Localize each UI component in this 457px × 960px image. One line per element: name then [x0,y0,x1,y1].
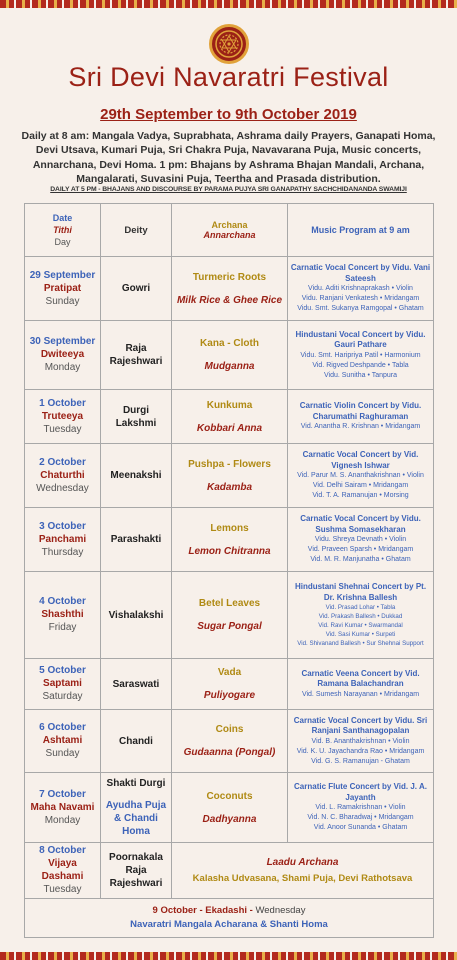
spacer [174,737,285,746]
row-annarchana: Sugar Pongal [197,621,262,632]
schedule-row [25,659,434,710]
row-tithi: Pratipat [43,282,82,294]
archana-cell [172,572,288,659]
deity-cell [101,659,172,710]
ekadashi-event: Navaratri Mangala Acharana & Shanti Homa [130,919,328,930]
musician-line: Vid. B. Ananthakrishnan • Violin [311,737,410,745]
header-date-cell [25,204,101,257]
archana-cell [172,390,288,444]
row-deity: Chandi [119,735,153,747]
row-annarchana: Mudganna [204,361,255,372]
row-date: 30 September [29,336,96,347]
deity-cell [101,444,172,508]
deity-cell [101,773,172,843]
row-archana: Kalasha Udvasana, Shami Puja, Devi Rathotsava [192,872,413,884]
musician-line: Vid. Rigved Deshpande • Tabla [312,361,409,369]
music-cell [288,659,434,710]
row-music-title: Carnatic Veena Concert by Vid. Ramana Balachandran [301,668,420,688]
date-cell [25,773,101,843]
date-cell [25,572,101,659]
header-deity-cell [101,204,172,257]
deity-cell [101,390,172,444]
header-archana: Archana [211,220,248,230]
music-cell [288,508,434,572]
row-music-title: Hindustani Vocal Concert by Vidu. Gauri Pathare [295,329,426,349]
row-archana: Coconuts [206,790,253,802]
row-day: Tuesday [43,884,82,895]
ekadashi-line [27,904,431,918]
spacer [174,536,285,545]
musician-line: Vid. M. R. Manjunatha • Ghatam [310,556,411,563]
row-date: 2 October [39,456,86,468]
row-date: 6 October [39,722,86,733]
row-tithi: Chaturthi [40,469,85,481]
music-cell [288,257,434,321]
musician-line: Vid. Prasad Lohar • Tabla [325,604,396,611]
row-archana: Vada [217,667,242,678]
musician-line: Vid. Shivanand Ballesh • Sur Shehnai Support [297,640,424,647]
header-music-cell [288,204,434,257]
ekadashi-date: 9 October - Ekadashi - [152,905,256,916]
row-date: 1 October [39,397,86,409]
row-archana: Coins [215,724,244,735]
music-cell [288,321,434,390]
musician-line: Vid. Ravi Kumar • Swarmandal [318,622,403,629]
decorative-top-border [0,0,457,8]
musician-line: Vid. N. C. Bharadwaj • Mridangam [307,814,414,821]
music-cell [288,572,434,659]
schedule-row [25,390,434,444]
row-day: Thursday [41,546,84,558]
musician-line: Vid. K. U. Jayachandra Rao • Mridangam [296,747,425,755]
musician-line: Vidu. Aditi Krishnaprakash • Violin [308,285,413,292]
row-deity: Vishalakshi [108,609,164,621]
header-archana-cell [172,204,288,257]
header-music: Music Program at 9 am [311,225,410,235]
row-music-title: Carnatic Vocal Concert by Vidu. Sushma Somasekharan [300,514,421,534]
row-deity: Durgi Lakshmi [115,404,157,429]
archana-cell [172,773,288,843]
musician-line: Vid. Praveen Sparsh • Mridangam [307,546,414,553]
musician-line: Vid. Parur M. S. Ananthakrishnan • Violin [297,472,424,479]
row-tithi: Saptami [43,678,82,689]
row-tithi: Maha Navami [30,801,95,813]
schedule-row [25,508,434,572]
music-cell [288,710,434,773]
ekadashi-row [25,899,434,938]
row-archana: Lemons [210,522,249,534]
row-archana: Turmeric Roots [192,271,267,283]
row-annarchana: Milk Rice & Ghee Rice [176,294,283,306]
row-deity: Poornakala Raja Rajeshwari [109,852,163,889]
row-day: Sunday [45,748,80,759]
row-annarchana: Lemon Chitranna [188,545,271,557]
spacer [174,413,285,422]
deity-cell [101,321,172,390]
row-archana: Pushpa - Flowers [188,458,271,470]
header-day: Day [54,237,71,247]
row-date: 7 October [39,788,86,800]
musician-line: Vid. Prakash Ballesh • Dukkad [318,613,403,620]
spacer [103,790,169,799]
ekadashi-day: Wednesday [255,905,306,916]
musician-line: Vidu. Shreya Devnath • Violin [314,536,407,543]
spacer [174,804,285,813]
date-cell [25,390,101,444]
musician-line: Vid. Sumesh Narayanan • Mridangam [301,690,420,698]
row-archana: Kana - Cloth [200,338,259,349]
row-archana: Kunkuma [206,399,253,411]
row-date: 3 October [39,520,86,532]
row-deity: Parashakti [110,534,162,545]
date-cell [25,508,101,572]
row-annarchana: Gudaanna (Pongal) [183,747,276,758]
header-annarchana: Annarchana [203,230,256,240]
music-cell [288,773,434,843]
row-tithi: Shashthi [41,609,84,620]
spacer [174,472,285,481]
row-day: Saturday [42,691,83,702]
row-tithi: Panchami [38,533,87,545]
row-deity: Gowri [121,283,151,294]
schedule-row [25,257,434,321]
page-title: Sri Devi Navaratri Festival [68,62,389,92]
row-date: 5 October [39,665,86,676]
daily-schedule-text: Daily at 8 am: Mangala Vadya, Suprabhata, Ashrama daily Prayers, Ganapati Homa, Devi Utsava, Kumari Puja, Sri Chakra Puja, Navavarana Puja, Music concerts, Annarchana, Devi Homa. 1 pm: Bhajans by Ashrama Bhajan Mandali, Archana, Mangalarati, Suvasini Puja, Teertha and Prasada distribution. [21,130,436,186]
deity-cell [101,508,172,572]
musician-line: Vid. G. S. Ramanujan - Ghatam [311,757,410,765]
musician-line: Vidu. Smt. Haripriya Patil • Harmonium [300,351,421,359]
musician-line: Vid. Anoor Sunanda • Ghatam [313,824,408,831]
row-day: Tuesday [43,423,82,435]
date-cell [25,444,101,508]
musician-line: Vidu. Smt. Sukanya Ramgopal • Ghatam [297,305,424,312]
row-deity-extra: Ayudha Puja & Chandi Homa [105,800,167,837]
music-cell [288,444,434,508]
schedule-row [25,572,434,659]
date-range-subtitle: 29th September to 9th October 2019 [100,106,357,123]
date-cell [25,710,101,773]
row-day: Wednesday [36,482,89,494]
schedule-row [25,321,434,390]
row-annarchana: Kobbari Anna [196,422,263,434]
header-deity: Deity [124,224,148,236]
row-music-title: Carnatic Vocal Concert by Vid. Vignesh Ishwar [302,450,419,470]
spacer [174,285,285,294]
row-annarchana: Laadu Archana [266,856,339,868]
row-day: Friday [48,622,77,633]
row-date: 4 October [39,596,86,607]
row-day: Monday [44,814,81,826]
row-deity: Shakti Durgi [106,778,166,789]
musician-line: Vid. L. Ramakrishnan • Violin [315,804,406,811]
dashami-row [25,843,434,899]
archana-cell [172,659,288,710]
deity-cell [101,843,172,899]
daily-5pm-note: DAILY AT 5 PM - BHAJANS AND DISCOURSE BY PARAMA PUJYA SRI GANAPATHY SACHCHIDANANDA SWAMIJI [50,186,407,193]
musician-line: Vidu. Ranjani Venkatesh • Mridangam [301,295,420,302]
header-tithi: Tithi [53,225,72,235]
row-tithi: Dwiteeya [40,349,85,360]
date-cell [25,659,101,710]
music-cell [288,390,434,444]
header-date: Date [52,213,73,223]
row-date: 29 September [29,269,96,281]
sri-chakra-emblem-icon [209,24,249,64]
row-tithi: Ashtami [42,735,83,746]
row-deity: Meenakshi [110,470,162,481]
archana-cell [172,710,288,773]
ekadashi-cell [25,899,434,938]
row-music-title: Carnatic Vocal Concert by Vidu. Vani Sateesh [290,263,431,283]
row-music-title: Hindustani Shehnai Concert by Pt. Dr. Krishna Ballesh [294,582,427,602]
row-day: Sunday [45,295,80,307]
table-header-row [25,204,434,257]
date-cell [25,257,101,321]
row-tithi: Truteeya [41,410,84,422]
deity-cell [101,257,172,321]
spacer [174,351,285,360]
row-deity: Raja Rajeshwari [109,343,163,367]
festival-schedule-table [24,203,434,938]
row-annarchana: Dadhyanna [202,813,257,825]
row-music-title: Carnatic Violin Concert by Vidu. Charumathi Raghuraman [299,401,422,421]
archana-cell [172,321,288,390]
row-annarchana: Puliyogare [203,690,256,701]
musician-line: Vidu. Sunitha • Tanpura [323,371,398,379]
deity-cell [101,710,172,773]
merged-archana-cell [172,843,434,899]
musician-line: Vid. Delhi Sairam • Mridangam [312,482,409,489]
spacer [174,680,285,689]
row-tithi: Vijaya Dashami [41,858,84,882]
row-deity: Saraswati [112,678,160,690]
archana-cell [172,257,288,321]
musician-line: Vid. T. A. Ramanujan • Morsing [312,492,409,499]
deity-cell [101,572,172,659]
row-date: 8 October [39,845,86,856]
row-archana: Betel Leaves [198,598,261,609]
musician-line: Vid. Sasi Kumar • Surpeti [325,631,396,638]
date-cell [25,321,101,390]
row-music-title: Carnatic Flute Concert by Vid. J. A. Jayanth [294,782,427,802]
spacer [174,611,285,620]
decorative-bottom-border [0,952,457,960]
schedule-row [25,444,434,508]
schedule-row [25,710,434,773]
archana-cell [172,444,288,508]
row-annarchana: Kadamba [206,481,252,493]
musician-line: Vid. Anantha R. Krishnan • Mridangam [300,423,421,430]
date-cell [25,843,101,899]
row-music-title: Carnatic Vocal Concert by Vidu. Sri Ranjani Santhanagopalan [293,715,428,735]
archana-cell [172,508,288,572]
row-day: Monday [44,362,81,373]
schedule-row [25,773,434,843]
